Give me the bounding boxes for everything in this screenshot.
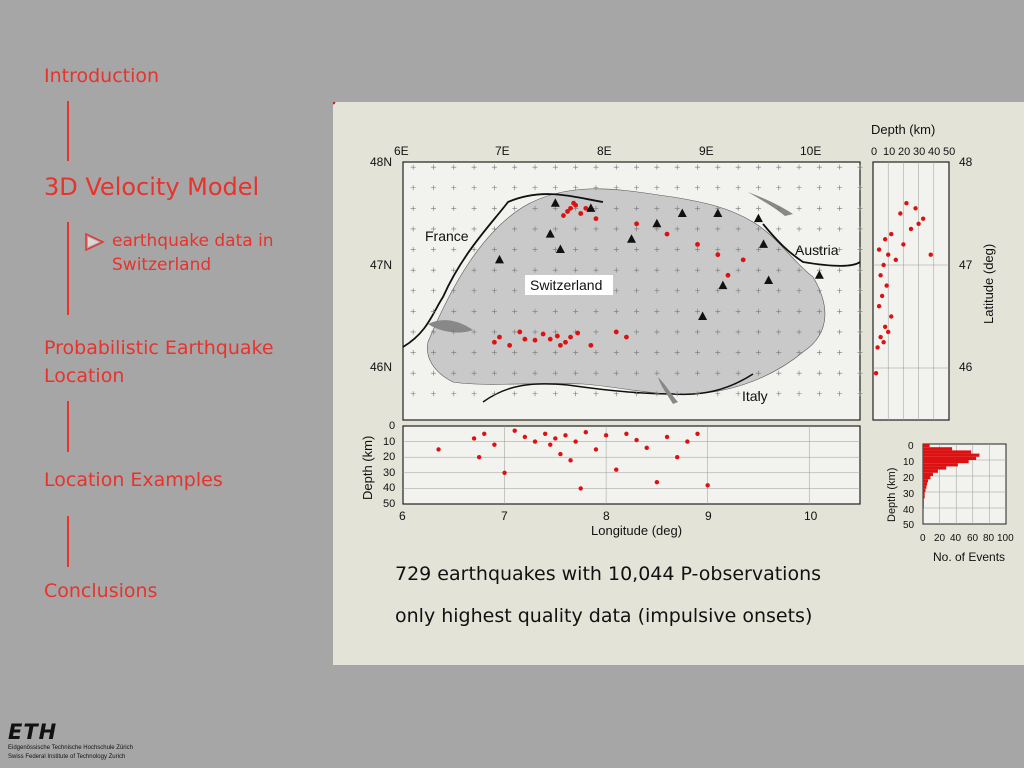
depth-tick-label: 40 [383,482,396,494]
histogram-bar [923,447,952,450]
map-event-point [726,273,731,278]
nav-connector [67,401,69,452]
histogram-bar [923,473,933,476]
histogram-bar [923,466,946,469]
top-tick-label: 10E [800,144,822,158]
histogram-bar [923,489,925,492]
depth-lat-event-point [913,206,917,210]
top-tick-label: 7E [495,144,510,158]
nav-sub-earthquake-data[interactable]: earthquake data in Switzerland [112,231,274,275]
nav-introduction[interactable]: Introduction [44,65,160,87]
map-event-point [541,332,546,337]
nav-connector [67,222,69,315]
depth-lon-event-point [513,428,517,432]
lat-tick-label: 48N [370,155,393,169]
hist-depth-tick: 30 [903,489,915,500]
top-axis [394,144,821,158]
lat-tick-label: 47N [370,258,393,272]
lat-tick-label: 46N [370,360,393,374]
histogram-bar [923,486,926,489]
label-italy: Italy [742,388,768,404]
depth-lat-event-point [878,273,882,277]
depth-histogram [886,441,1014,564]
map-event-point [522,337,527,342]
hist-x-tick: 0 [920,533,926,544]
nav-connector [67,101,69,161]
histogram-bar [923,482,927,485]
label-france: France [425,228,469,244]
depth-lon-event-point [477,455,481,459]
depth-lon-event-point [655,480,659,484]
depth-lon-event-point [523,435,527,439]
eth-logo [8,720,133,762]
depth-tick-label: 0 [871,146,878,158]
depth-lon-event-point [584,430,588,434]
map-event-point [563,340,568,345]
depth-lon-event-point [548,443,552,447]
depth-tick-label: 30 [913,146,926,158]
map-event-point [594,216,599,221]
histogram-bar [923,502,924,505]
depth-lon-frame [403,426,860,504]
histogram-bar [923,457,976,460]
hist-x-tick: 60 [967,533,979,544]
label-austria: Austria [795,242,839,258]
hist-depth-tick: 50 [903,520,915,531]
depth-lon-event-point [645,446,649,450]
map-event-point [548,337,553,342]
map-event-point [695,242,700,247]
depth-lon-event-point [665,435,669,439]
depth-lon-event-point [594,447,598,451]
depth-tick-label: 20 [898,146,911,158]
map-event-point [497,335,502,340]
histogram-bar [923,498,924,501]
map-event-point [578,211,583,216]
histogram-bar [923,505,924,508]
depth-lon-event-point [553,436,557,440]
depth-lon-event-point [579,486,583,490]
top-tick-label: 9E [699,144,714,158]
depth-lon-event-point [685,439,689,443]
map-event-point [634,221,639,226]
depth-lat-event-point [884,283,888,287]
top-tick-label: 8E [597,144,612,158]
map-event-point [571,201,576,206]
depth-lat-event-point [875,345,879,349]
depth-lat-event-point [886,253,890,257]
eth-logo-line-2: Swiss Federal Institute of Technology Zurich [8,754,126,760]
hist-depth-tick: 0 [908,441,914,452]
depth-lat-event-point [878,335,882,339]
nav-3d-velocity-model[interactable]: 3D Velocity Model [44,173,260,201]
lon-tick-label: 6 [399,509,406,523]
map-event-point [575,331,580,336]
depth-lon-event-point [614,467,618,471]
lon-tick-label: 8 [603,509,610,523]
depth-lat-event-point [886,330,890,334]
map-event-point [614,330,619,335]
depth-tick-label: 0 [389,420,396,432]
depth-lat-event-point [898,211,902,215]
map-plot [333,102,863,420]
depth-tick-label: 10 [383,436,396,448]
lon-tick-label: 9 [705,509,712,523]
depth-lon-event-point [573,439,577,443]
longitude-axis-label: Longitude (deg) [591,523,683,538]
hist-depth-tick: 20 [903,473,915,484]
nav-probabilistic-location[interactable]: Probabilistic Earthquake Location [44,337,274,387]
depth-lon-event-point [675,455,679,459]
depth-tick-label: 40 [928,146,941,158]
caption-line-2: only highest quality data (impulsive onsets) [395,605,813,627]
depth-lat-event-point [909,227,913,231]
triangle-bullet-icon [85,233,105,251]
map-event-point [624,335,629,340]
histogram-bar [923,463,958,466]
histogram-bar [923,444,930,447]
depth-lon-event-point [502,471,506,475]
lat-right-tick: 47 [959,258,973,272]
depth-title: Depth (km) [871,122,936,137]
depth-tick-label: 50 [943,146,956,158]
lat-right-tick: 46 [959,360,973,374]
depth-lat-event-point [880,294,884,298]
depth-lat-event-point [881,340,885,344]
depth-lat-event-point [877,247,881,251]
nav-conclusions[interactable]: Conclusions [44,580,158,602]
depth-lon-event-point [333,102,335,104]
depth-lon-event-point [705,483,709,487]
depth-lat-event-point [881,263,885,267]
lon-tick-label: 10 [804,509,818,523]
depth-lon-event-point [492,443,496,447]
depth-tick-label: 20 [383,451,396,463]
depth-lat-event-point [916,222,920,226]
depth-lat-event-point [877,304,881,308]
histogram-bar [923,495,925,498]
depth-lon-event-point [436,447,440,451]
depth-axis-label: Depth (km) [360,435,375,500]
depth-lat-event-point [894,258,898,262]
histogram-bar [923,476,930,479]
depth-tick-label: 10 [883,146,896,158]
depth-lat-event-point [904,201,908,205]
map-event-point [517,330,522,335]
depth-lon-event-point [634,438,638,442]
depth-lat-frame [873,162,949,420]
lon-tick-label: 7 [501,509,508,523]
depth-lat-event-point [901,242,905,246]
depth-lon-event-point [563,433,567,437]
top-tick-label: 6E [394,144,409,158]
map-event-point [533,338,538,343]
caption-line-1: 729 earthquakes with 10,044 P-observations [395,563,822,585]
histogram-bar [923,450,971,453]
depth-lat-event-point [921,216,925,220]
hist-depth-tick: 10 [903,457,915,468]
hist-depth-axis-label: Depth (km) [886,467,898,522]
latitude-axis-label: Latitude (deg) [981,243,996,324]
map-event-point [665,232,670,237]
depth-lat-event-point [883,325,887,329]
depth-lon-event-point [482,432,486,436]
map-event-point [561,213,566,218]
hist-x-tick: 80 [983,533,995,544]
map-event-point [568,335,573,340]
histogram-bar [923,454,979,457]
nav-location-examples[interactable]: Location Examples [44,469,223,491]
map-event-point [492,340,497,345]
hist-x-axis-label: No. of Events [933,550,1006,564]
depth-lon-event-point [533,439,537,443]
depth-lon-event-point [558,452,562,456]
histogram-bar [923,470,938,473]
depth-lon-event-point [472,436,476,440]
nav-connector [67,516,69,567]
depth-lat-event-point [889,314,893,318]
map-event-point [588,343,593,348]
depth-lon-event-point [624,432,628,436]
label-switzerland: Switzerland [530,277,603,293]
depth-tick-label: 50 [383,498,396,510]
depth-tick-label: 30 [383,467,396,479]
map-event-point [741,257,746,262]
depth-lon-event-point [568,458,572,462]
hist-x-tick: 100 [997,533,1014,544]
map-event-point [565,209,570,214]
histogram-bar [923,492,925,495]
depth-lat-event-point [889,232,893,236]
depth-lon-event-point [604,433,608,437]
hist-x-tick: 20 [934,533,946,544]
hist-depth-tick: 40 [903,505,915,516]
depth-lon-event-point [695,432,699,436]
depth-lat-event-point [883,237,887,241]
depth-lon-event-point [543,432,547,436]
depth-lat-event-point [929,253,933,257]
map-event-point [507,343,512,348]
map-event-point [558,343,563,348]
map-event-point [555,334,560,339]
map-event-point [715,252,720,257]
eth-logo-mark: ETH [8,720,58,744]
histogram-bar [923,460,969,463]
histogram-bar [923,479,928,482]
seismicity-figure [333,102,1024,565]
hist-x-tick: 40 [950,533,962,544]
depth-lat-event-point [874,371,878,375]
lat-right-tick: 48 [959,155,973,169]
eth-logo-line-1: Eidgenössische Technische Hochschule Zürich [8,745,133,751]
